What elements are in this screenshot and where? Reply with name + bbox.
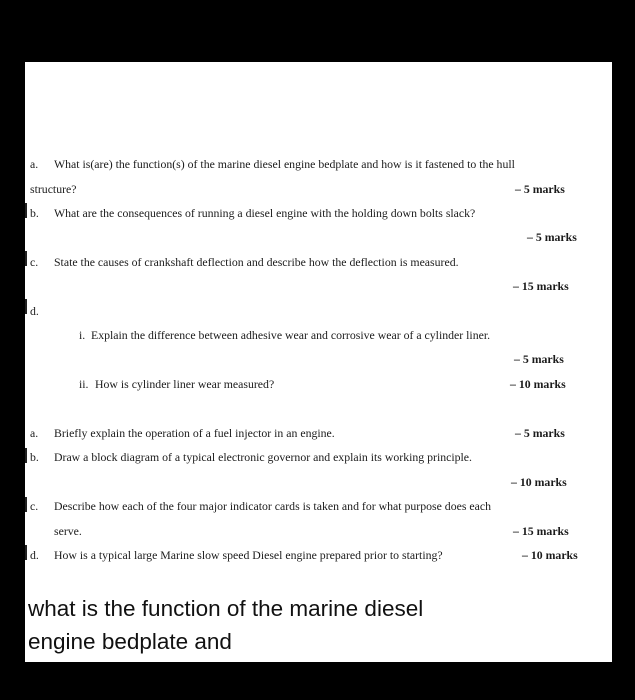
q1d-i-marks: – 5 marks xyxy=(514,352,564,366)
q1d-i-label: i. xyxy=(79,328,86,342)
q1a-text-line2: structure? xyxy=(30,182,77,196)
q1a-marks: – 5 marks xyxy=(515,182,565,196)
q1c-label: c. xyxy=(30,255,39,269)
q2d-marks: – 10 marks xyxy=(522,548,578,562)
q2b-label: b. xyxy=(30,450,39,464)
q2d-label: d. xyxy=(30,548,39,562)
q1d-ii-marks: – 10 marks xyxy=(510,377,566,391)
q1d-ii-text: How is cylinder liner wear measured? xyxy=(95,377,275,391)
q2d-text: How is a typical large Marine slow speed Diesel engine prepared prior to starting? xyxy=(54,548,443,562)
q2c-text-line1: Describe how each of the four major indicator cards is taken and for what purpose does each xyxy=(54,499,491,513)
margin-mark xyxy=(25,299,27,314)
q1c-marks: – 15 marks xyxy=(513,279,569,293)
q2b-text: Draw a block diagram of a typical electronic governor and explain its working principle. xyxy=(54,450,472,464)
margin-mark xyxy=(25,251,27,266)
q2c-label: c. xyxy=(30,499,39,513)
q1b-label: b. xyxy=(30,206,39,220)
q1b-text: What are the consequences of running a diesel engine with the holding down bolts slack? xyxy=(54,206,476,220)
q2b-marks: – 10 marks xyxy=(511,475,567,489)
margin-mark xyxy=(25,497,27,512)
q1a-label: a. xyxy=(30,157,39,171)
question-caption-line1: what is the function of the marine diesel xyxy=(28,596,424,621)
margin-mark xyxy=(25,545,27,560)
q1d-ii-label: ii. xyxy=(79,377,89,391)
q1d-label: d. xyxy=(30,304,39,318)
q1c-text: State the causes of crankshaft deflection and describe how the deflection is measured. xyxy=(54,255,459,269)
q2c-marks: – 15 marks xyxy=(513,524,569,538)
margin-mark xyxy=(25,203,27,218)
margin-mark xyxy=(25,448,27,463)
q1a-text-line1: What is(are) the function(s) of the marine diesel engine bedplate and how is it fastened to the hull xyxy=(54,157,515,171)
q2a-text: Briefly explain the operation of a fuel injector in an engine. xyxy=(54,426,335,440)
q2a-label: a. xyxy=(30,426,39,440)
q1d-i-text: Explain the difference between adhesive wear and corrosive wear of a cylinder liner. xyxy=(91,328,491,342)
q1b-marks: – 5 marks xyxy=(527,230,577,244)
q2c-text-line2: serve. xyxy=(54,524,82,538)
q2a-marks: – 5 marks xyxy=(515,426,565,440)
question-caption-line2: engine bedplate and xyxy=(28,629,232,654)
question-sheet xyxy=(25,62,612,662)
